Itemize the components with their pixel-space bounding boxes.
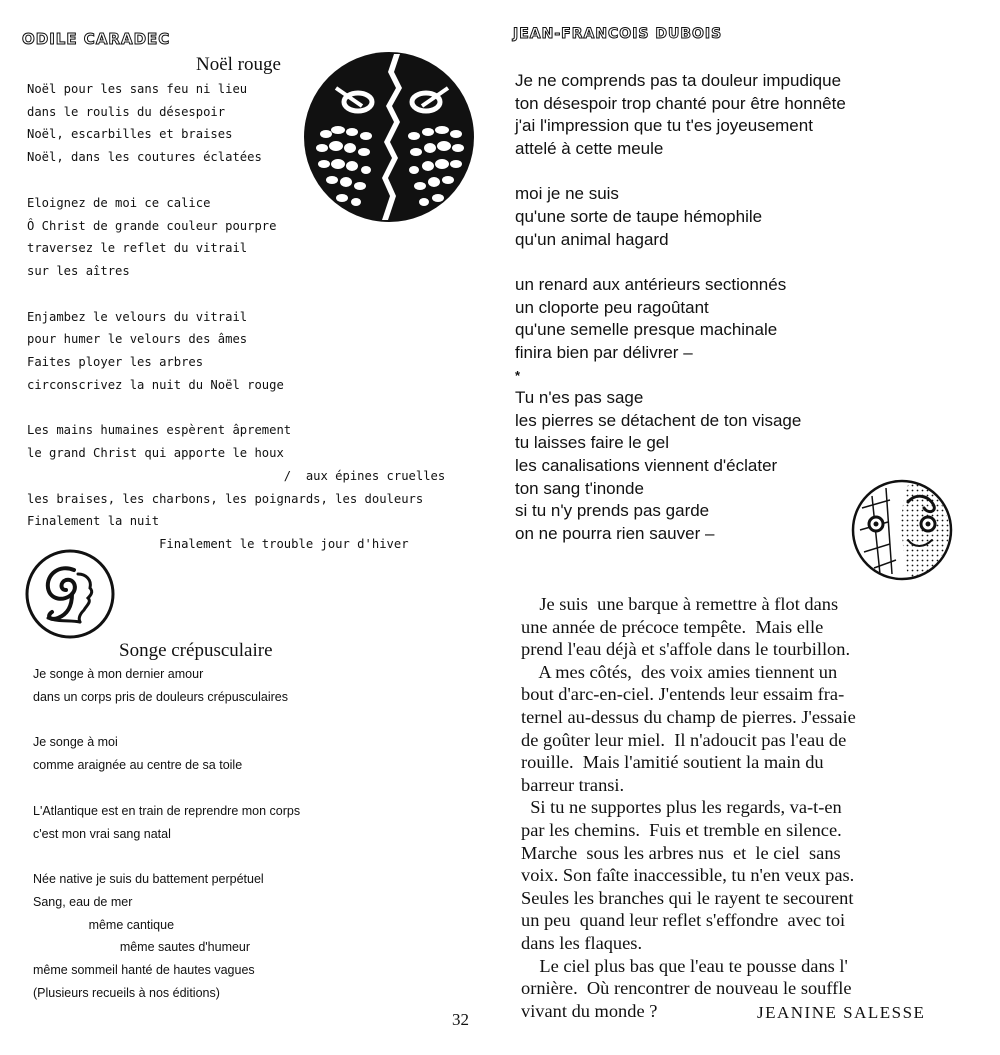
poem-line: c'est mon vrai sang natal	[33, 826, 171, 841]
prose-line: barreur transi.	[521, 774, 625, 795]
prose-line: un peu quand leur reflet s'effondre avec toi	[521, 910, 846, 931]
poem-line: circonscrivez la nuit du Noël rouge	[27, 377, 284, 392]
poem-line: j'ai l'impression que tu t'es joyeusement	[515, 116, 813, 136]
poem-line: on ne pourra rien sauver –	[515, 523, 715, 543]
poem-line: Finalement le trouble jour d'hiver	[27, 536, 409, 551]
poem-line: comme araignée au centre de sa toile	[33, 758, 243, 773]
poem-dubois	[515, 70, 846, 545]
stanza	[515, 183, 846, 251]
stanza	[27, 192, 445, 283]
stanza	[27, 306, 445, 397]
poem-line: même cantique	[33, 917, 175, 932]
poem-line: les canalisations viennent d'éclater	[515, 455, 778, 475]
stanza	[33, 731, 300, 776]
poem-line: Enjambez le velours du vitrail	[27, 309, 248, 324]
poem-line: qu'une semelle presque machinale	[515, 320, 778, 340]
stanza	[515, 274, 846, 545]
poem-songe-crepusculaire	[33, 663, 300, 1004]
prose-line: rouille. Mais l'amitié soutient la main du	[521, 752, 824, 773]
poem-line: attelé à cette meule	[515, 138, 664, 158]
page-number: 32	[452, 1010, 469, 1029]
poem-line: les braises, les charbons, les poignards, les douleurs	[27, 491, 424, 506]
patterned-circle-icon	[850, 478, 954, 582]
prose-line: ternel au-dessus du champ de pierres. J'essaie	[521, 706, 856, 727]
poem-line: Tu n'es pas sage	[515, 388, 644, 408]
author-jean-francois-dubois: JEAN-FRANCOIS DUBOIS	[513, 26, 723, 42]
poem-line: / aux épines cruelles	[27, 468, 446, 483]
prose-line: Si tu ne supportes plus les regards, va-t-en	[521, 797, 842, 818]
stanza	[27, 419, 445, 555]
prose-line: voix. Son faîte inaccessible, tu n'en veux pas.	[521, 865, 855, 886]
poem-line: dans le roulis du désespoir	[27, 104, 226, 119]
monogram-icon	[24, 548, 116, 640]
poem-line: Sang, eau de mer	[33, 894, 133, 909]
poem-line: dans un corps pris de douleurs crépusculaires	[33, 689, 288, 704]
poem-line: Ô Christ de grande couleur pourpre	[27, 218, 277, 233]
poem-line: Faites ployer les arbres	[27, 355, 204, 370]
prose-line: dans les flaques.	[521, 932, 643, 953]
poem-line: qu'un animal hagard	[515, 229, 669, 249]
author-odile-caradec: ODILE CARADEC	[22, 30, 171, 48]
poem-noel-rouge	[27, 78, 445, 556]
prose-line: vivant du monde ?	[521, 1000, 658, 1021]
poem-line: les pierres se détachent de ton visage	[515, 410, 802, 430]
prose-line: A mes côtés, des voix amies tiennent un	[521, 661, 838, 682]
poem-line: L'Atlantique est en train de reprendre mon corps	[33, 803, 301, 818]
stanza	[33, 868, 300, 1004]
poem-line: traversez le reflet du vitrail	[27, 241, 248, 256]
poem-line: Eloignez de moi ce calice	[27, 195, 211, 210]
poem-line: un cloporte peu ragoûtant	[515, 297, 709, 317]
poem-line: Finalement la nuit	[27, 514, 160, 529]
poem-line: Noël pour les sans feu ni lieu	[27, 82, 248, 96]
poem-line: tu laisses faire le gel	[515, 433, 670, 453]
poem-title-songe-crepusculaire: Songe crépusculaire	[119, 640, 273, 661]
poem-line: finira bien par délivrer –	[515, 342, 693, 362]
poem-line: sur les aîtres	[27, 263, 130, 278]
poem-line: ton sang t'inonde	[515, 478, 644, 498]
stanza	[33, 800, 300, 845]
poem-line: moi je ne suis	[515, 184, 619, 204]
poem-line: (Plusieurs recueils à nos éditions)	[33, 985, 220, 1000]
poem-line: si tu n'y prends pas garde	[515, 501, 710, 521]
stanza	[515, 70, 846, 160]
poem-line: le grand Christ qui apporte le houx	[27, 446, 284, 461]
stanza	[33, 663, 300, 708]
prose-line: Seules les branches qui le rayent te secourent	[521, 887, 854, 908]
poem-line: même sommeil hanté de hautes vagues	[33, 963, 255, 978]
poem-line: Les mains humaines espèrent âprement	[27, 423, 292, 438]
poem-line: ton désespoir trop chanté pour être honnête	[515, 93, 846, 113]
prose-line: Je suis une barque à remettre à flot dans	[521, 594, 839, 614]
prose-line: ornière. Où rencontrer de nouveau le souffle	[521, 978, 852, 999]
poem-line: Née native je suis du battement perpétuel	[33, 872, 264, 887]
signature-jeanine-salesse: JEANINE SALESSE	[757, 1003, 926, 1022]
stanza	[27, 78, 445, 169]
poem-line: Je songe à moi	[33, 735, 118, 750]
prose-line: de goûter leur miel. Il n'adoucit pas l'eau de	[521, 729, 847, 750]
poem-line: Je ne comprends pas ta douleur impudique	[515, 71, 842, 90]
prose-line: bout d'arc-en-ciel. J'entends leur essaim fra-	[521, 684, 845, 705]
poem-line: Je songe à mon dernier amour	[33, 667, 204, 681]
prose-line: Marche sous les arbres nus et le ciel sans	[521, 842, 841, 863]
poem-line: Noël, dans les coutures éclatées	[27, 150, 262, 165]
prose-line: prend l'eau déjà et s'affole dans le tourbillon.	[521, 639, 851, 660]
poem-line: Noël, escarbilles et braises	[27, 127, 233, 142]
section-separator: *	[515, 367, 521, 383]
prose-line: par les chemins. Fuis et tremble en silence.	[521, 819, 842, 840]
poem-line: pour humer le velours des âmes	[27, 332, 248, 347]
prose-jeanine-salesse	[521, 593, 856, 1022]
poem-title-noel-rouge: Noël rouge	[196, 54, 281, 75]
poem-line: même sautes d'humeur	[33, 940, 251, 955]
poem-line: un renard aux antérieurs sectionnés	[515, 275, 787, 295]
prose-line: une année de précoce tempête. Mais elle	[521, 616, 824, 637]
poem-line: qu'une sorte de taupe hémophile	[515, 206, 763, 226]
prose-line: Le ciel plus bas que l'eau te pousse dans l'	[521, 955, 848, 976]
